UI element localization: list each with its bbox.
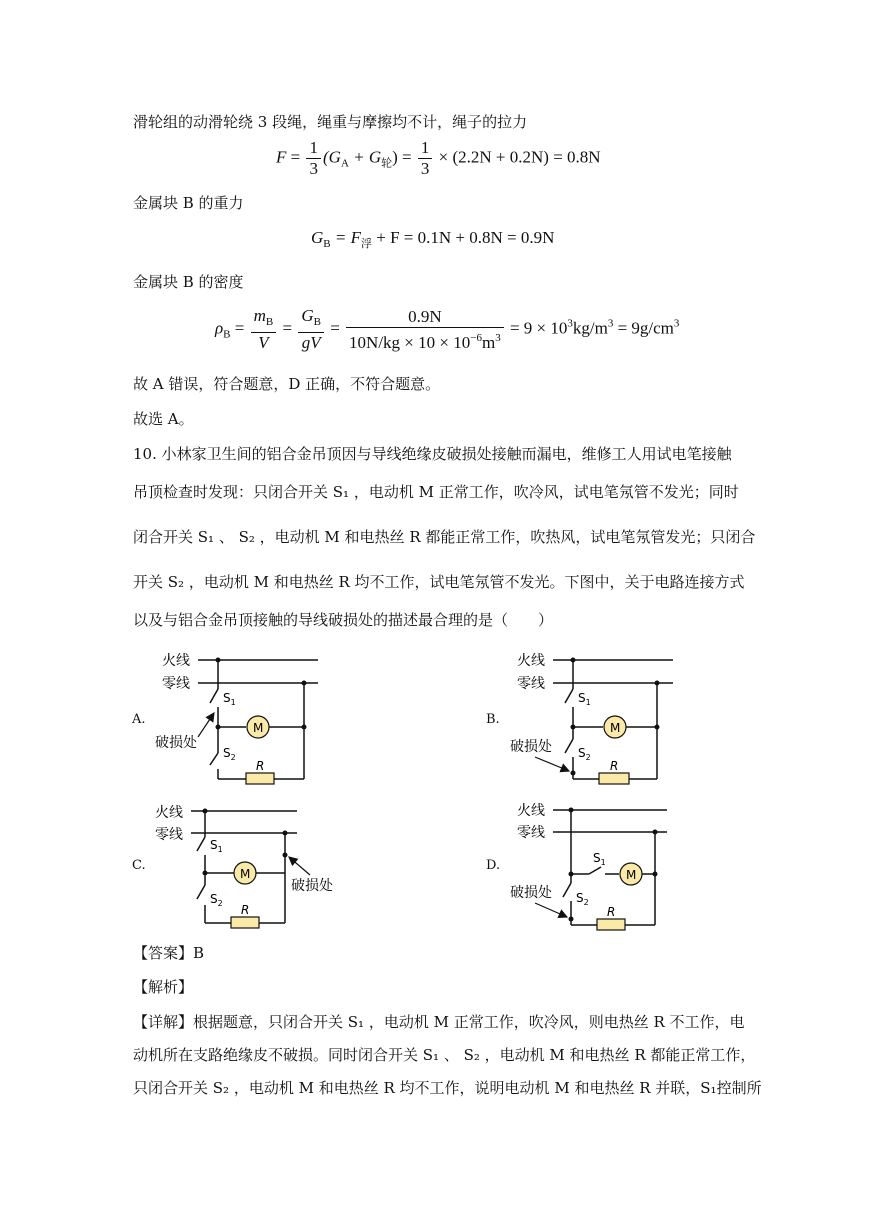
detail-line: 动机所在支路绝缘皮不破损。同时闭合开关 S₁ 、 S₂ ，电动机 M 和电热丝 R 都能正常工作，: [133, 1046, 756, 1064]
text-line: 故选 A。: [133, 410, 194, 428]
text-line: 滑轮组的动滑轮绕 3 段绳，绳重与摩擦均不计，绳子的拉力: [133, 113, 528, 131]
live-wire-label: 火线: [162, 653, 190, 669]
equation-tension: F = $\frac{1}{3}$ $(G_A + G_轮)$ = $\frac{1}{3}$ × (2.2N + 0.2N) = 0.8N: [276, 138, 601, 178]
motor-label: M: [253, 721, 264, 735]
motor-label: M: [610, 721, 621, 735]
live-wire-label: 火线: [155, 805, 183, 821]
damage-label: 破损处: [155, 735, 197, 751]
resistor-label: R: [610, 759, 619, 773]
circuit-diagram-c: [145, 795, 345, 935]
question-line: 吊顶检查时发现：只闭合开关 S₁ ，电动机 M 正常工作，吹冷风，试电笔氖管不发光；同时: [133, 483, 739, 501]
live-wire-label: 火线: [517, 653, 545, 669]
neutral-wire-label: 零线: [162, 676, 190, 692]
neutral-wire-label: 零线: [517, 825, 545, 841]
question-line: 开关 S₂ ，电动机 M 和电热丝 R 均不工作，试电笔氖管不发光。下图中，关于电路连接方式: [133, 573, 745, 591]
resistor-label: R: [241, 903, 250, 917]
circuit-diagram-a: [150, 645, 330, 785]
switch-s2-label: $S_2$: [223, 746, 236, 762]
switch-s1-label: $S_1$: [578, 691, 591, 707]
option-c-label: C.: [132, 858, 146, 873]
damage-label: 破损处: [291, 878, 333, 894]
resistor-label: R: [607, 905, 616, 919]
neutral-wire-label: 零线: [517, 676, 545, 692]
option-d-label: D.: [486, 858, 501, 873]
switch-s2-label: $S_2$: [576, 891, 589, 907]
answer-line: 【答案】B: [133, 944, 205, 962]
analysis-heading: 【解析】: [133, 978, 194, 996]
equation-density: $\rho_B$ = $\frac{m_B}{V}$ = $\frac{G_B}{gV}$ = $\frac{0.9N}{10N/kg \times 10 \times 10^{-6}m^3}$ = $9 \times 10^3kg/m^3 = 9g/cm^3$: [215, 306, 680, 352]
circuit-diagram-d: [505, 795, 685, 935]
detail-line: 只闭合开关 S₂ ，电动机 M 和电热丝 R 均不工作，说明电动机 M 和电热丝 R 并联，S₁控制所: [133, 1079, 762, 1097]
option-a-label: A.: [132, 712, 146, 727]
resistor-label: R: [256, 759, 265, 773]
live-wire-label: 火线: [517, 803, 545, 819]
switch-s2-label: $S_2$: [210, 892, 223, 908]
switch-s1-label: $S_1$: [210, 838, 223, 854]
question-line: 闭合开关 S₁ 、 S₂ ，电动机 M 和电热丝 R 都能正常工作，吹热风，试电笔氖管发光；只闭合: [133, 528, 756, 546]
circuit-diagram-b: [505, 645, 685, 790]
option-b-label: B.: [486, 712, 500, 727]
text-line: 故 A 错误，符合题意，D 正确，不符合题意。: [133, 375, 441, 393]
question-line: 10. 小林家卫生间的铝合金吊顶因与导线绝缘皮破损处接触而漏电，维修工人用试电笔接触: [133, 445, 732, 463]
text-line: 金属块 B 的重力: [133, 194, 244, 212]
question-line: 以及与铝合金吊顶接触的导线破损处的描述最合理的是（ ）: [133, 611, 554, 629]
switch-s1-label: $S_1$: [593, 851, 606, 867]
text-line: 金属块 B 的密度: [133, 273, 244, 291]
switch-s2-label: $S_2$: [578, 746, 591, 762]
switch-s1-label: $S_1$: [223, 691, 236, 707]
detail-line: 【详解】根据题意，只闭合开关 S₁ ，电动机 M 正常工作，吹冷风，则电热丝 R 不工作，电: [133, 1013, 745, 1031]
motor-label: M: [240, 867, 251, 881]
motor-label: M: [626, 868, 637, 882]
damage-label: 破损处: [510, 885, 552, 901]
neutral-wire-label: 零线: [155, 827, 183, 843]
damage-label: 破损处: [510, 739, 552, 755]
equation-weight: $G_B = F_浮 + F = 0.1N + 0.8N = 0.9N$: [311, 228, 555, 250]
